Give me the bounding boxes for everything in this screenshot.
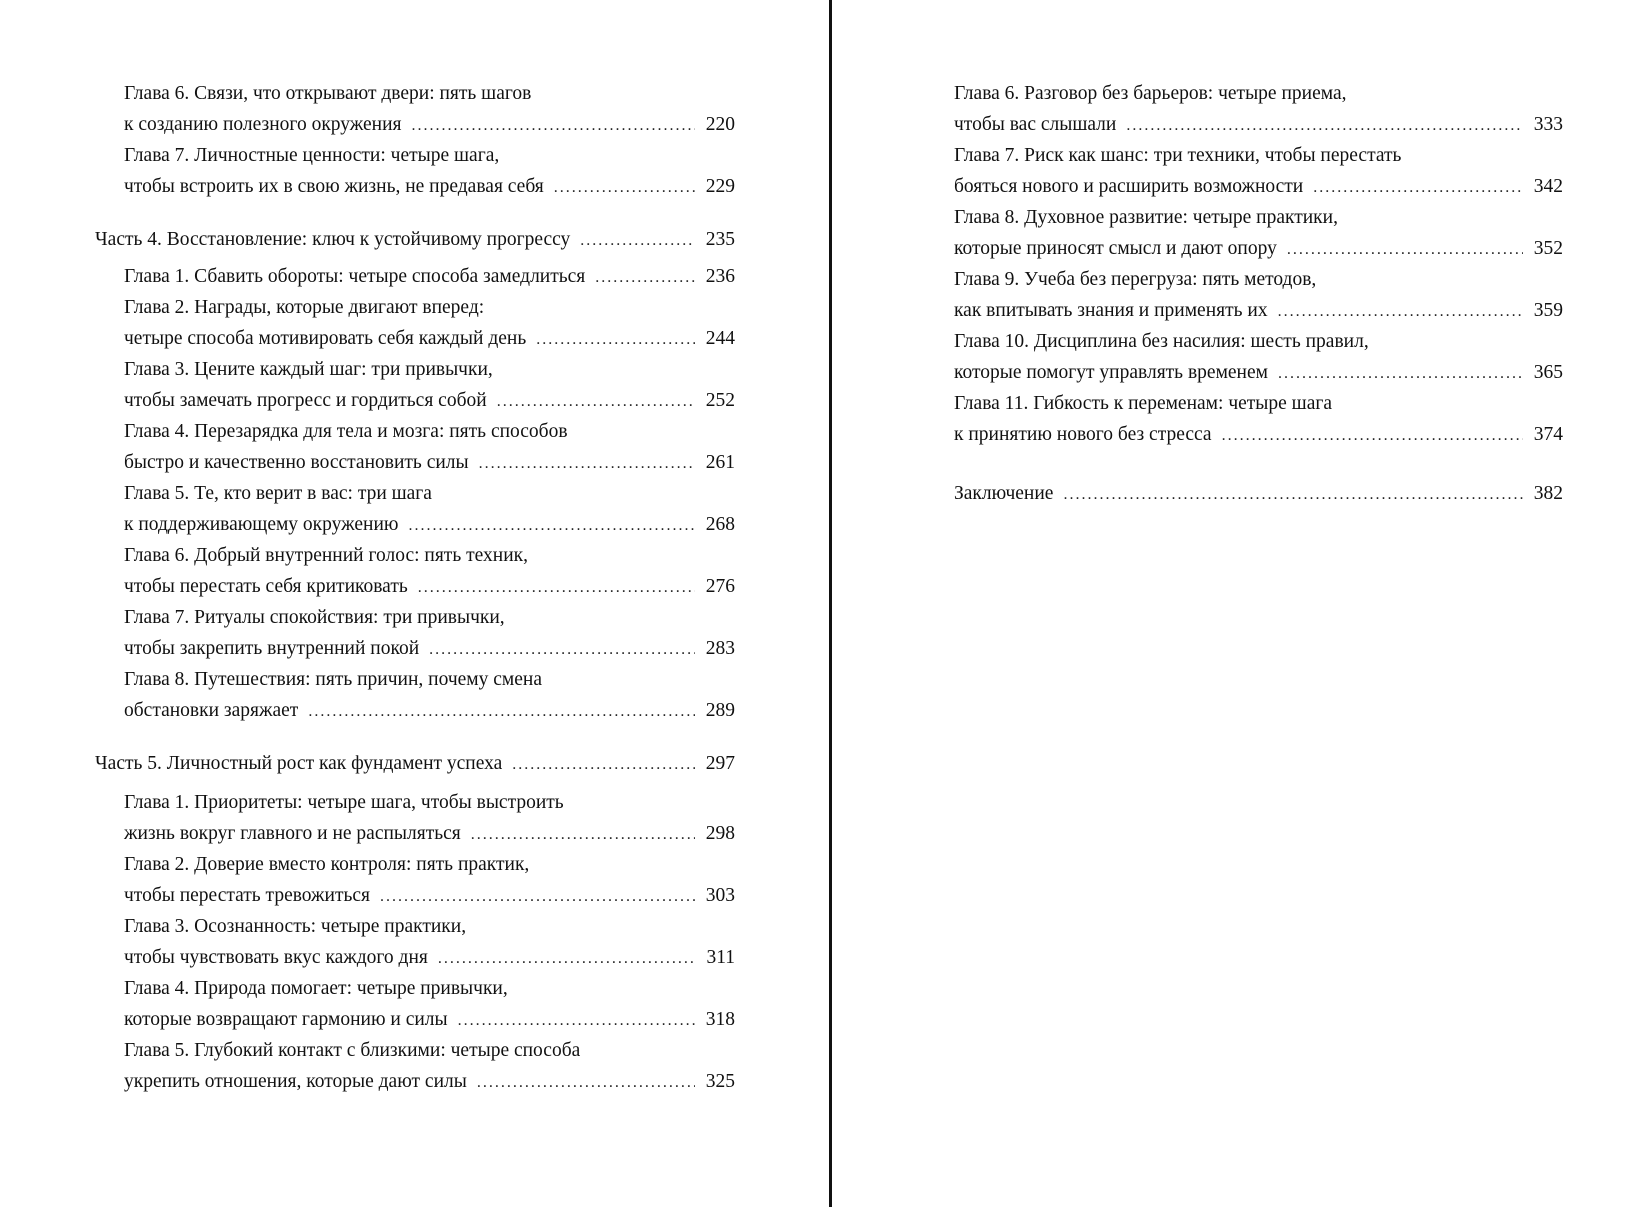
part-title: Часть 5. Личностный рост как фундамент успеха	[95, 753, 503, 774]
toc-entry-title: Глава 7. Личностные ценности: четыре шага,	[124, 145, 500, 166]
dot-leader	[408, 510, 695, 541]
dot-leader	[554, 172, 695, 203]
toc-entry-title-cont: чтобы перестать себя критиковать	[124, 576, 408, 597]
toc-entry[interactable]	[95, 911, 735, 973]
toc-entry-title: Глава 7. Риск как шанс: три техники, чтобы перестать	[954, 145, 1402, 166]
toc-entry-title-cont: быстро и качественно восстановить силы	[124, 452, 469, 473]
dot-leader	[412, 110, 696, 141]
toc-entry-title-cont: к принятию нового без стресса	[954, 424, 1212, 445]
page-number: 252	[705, 390, 735, 411]
toc-entry-title: Глава 4. Перезарядка для тела и мозга: пять способов	[124, 421, 568, 442]
page-number: 382	[1533, 483, 1563, 504]
toc-entry-title: Глава 6. Связи, что открывают двери: пять шагов	[124, 83, 532, 104]
dot-leader	[1278, 296, 1523, 327]
dot-leader	[536, 324, 695, 355]
toc-entry-title-cont: которые помогут управлять временем	[954, 362, 1268, 383]
dot-leader	[479, 448, 695, 479]
toc-entry-title-cont: бояться нового и расширить возможности	[954, 176, 1304, 197]
toc-entry-title-cont: чтобы встроить их в свою жизнь, не предавая себя	[124, 176, 544, 197]
page-number: 220	[705, 114, 735, 135]
toc-entry-title-cont: обстановки заряжает	[124, 700, 299, 721]
page-number: 235	[705, 229, 735, 250]
page-number: 352	[1533, 238, 1563, 259]
toc-entry-title: Глава 1. Приоритеты: четыре шага, чтобы выстроить	[124, 792, 564, 813]
page-number: 359	[1533, 300, 1563, 321]
toc-entry-title: Глава 2. Доверие вместо контроля: пять практик,	[124, 854, 530, 875]
toc-entry[interactable]	[954, 264, 1563, 326]
dot-leader	[477, 1067, 695, 1098]
toc-entry-title: Глава 2. Награды, которые двигают вперед:	[124, 297, 485, 318]
dot-leader	[1126, 110, 1523, 141]
dot-leader	[1313, 172, 1523, 203]
page-number: 283	[705, 638, 735, 659]
toc-left	[95, 78, 735, 1097]
toc-entry-title: Глава 6. Разговор без барьеров: четыре приема,	[954, 83, 1347, 104]
toc-entry[interactable]	[95, 354, 735, 416]
toc-entry-title: Глава 8. Духовное развитие: четыре практики,	[954, 207, 1338, 228]
dot-leader	[418, 572, 695, 603]
toc-entry-title-cont: чтобы вас слышали	[954, 114, 1117, 135]
page-number: 333	[1533, 114, 1563, 135]
page-number: 268	[705, 514, 735, 535]
toc-entry-title: Глава 5. Глубокий контакт с близкими: четыре способа	[124, 1040, 581, 1061]
dot-leader	[438, 943, 695, 974]
toc-entry-title: Глава 5. Те, кто верит в вас: три шага	[124, 483, 432, 504]
page-number: 365	[1533, 362, 1563, 383]
toc-entry-title: Глава 6. Добрый внутренний голос: пять техник,	[124, 545, 528, 566]
page-number: 244	[705, 328, 735, 349]
page-number: 325	[705, 1071, 735, 1092]
toc-right	[954, 78, 1563, 509]
toc-entry[interactable]	[95, 602, 735, 664]
toc-entry-title-cont: укрепить отношения, которые дают силы	[124, 1071, 467, 1092]
toc-entry[interactable]	[95, 664, 735, 726]
page-number: 374	[1533, 424, 1563, 445]
dot-leader	[429, 634, 695, 665]
toc-entry-title: Глава 8. Путешествия: пять причин, почему смена	[124, 669, 543, 690]
dot-leader	[580, 225, 695, 256]
dot-leader	[595, 262, 695, 293]
toc-entry-title: Глава 3. Цените каждый шаг: три привычки,	[124, 359, 493, 380]
toc-entry[interactable]	[95, 140, 735, 202]
toc-entry-title: Глава 9. Учеба без перегруза: пять методов,	[954, 269, 1317, 290]
toc-entry[interactable]	[95, 78, 735, 140]
toc-entry-title: Глава 11. Гибкость к переменам: четыре шага	[954, 393, 1333, 414]
toc-entry[interactable]	[954, 388, 1563, 450]
toc-entry-title-cont: к созданию полезного окружения	[124, 114, 402, 135]
toc-entry[interactable]	[95, 973, 735, 1035]
toc-entry-title-cont: как впитывать знания и применять их	[954, 300, 1268, 321]
dot-leader	[458, 1005, 695, 1036]
toc-entry-title: Глава 4. Природа помогает: четыре привычки,	[124, 978, 508, 999]
toc-entry-title-cont: которые возвращают гармонию и силы	[124, 1009, 448, 1030]
dot-leader	[1063, 479, 1523, 510]
dot-leader	[471, 819, 695, 850]
toc-entry[interactable]	[954, 78, 1563, 140]
toc-entry[interactable]	[95, 849, 735, 911]
dot-leader	[380, 881, 695, 912]
toc-entry[interactable]	[95, 478, 735, 540]
toc-entry[interactable]	[954, 202, 1563, 264]
page-number: 229	[705, 176, 735, 197]
toc-entry[interactable]	[95, 261, 735, 292]
toc-entry[interactable]	[95, 292, 735, 354]
dot-leader	[308, 696, 695, 727]
dot-leader	[1287, 234, 1523, 265]
dot-leader	[1278, 358, 1523, 389]
toc-entry[interactable]	[954, 326, 1563, 388]
toc-entry-title-cont: чтобы чувствовать вкус каждого дня	[124, 947, 428, 968]
page-number: 236	[705, 266, 735, 287]
toc-entry[interactable]	[95, 787, 735, 849]
right-page	[832, 0, 1651, 1207]
toc-entry-title-cont: чтобы замечать прогресс и гордиться собой	[124, 390, 487, 411]
part-title: Часть 4. Восстановление: ключ к устойчивому прогрессу	[95, 229, 571, 250]
toc-entry-title: Глава 3. Осознанность: четыре практики,	[124, 916, 467, 937]
toc-entry-title-cont: чтобы закрепить внутренний покой	[124, 638, 420, 659]
toc-entry[interactable]	[95, 416, 735, 478]
toc-entry[interactable]	[95, 540, 735, 602]
dot-leader	[497, 386, 695, 417]
page-number: 289	[705, 700, 735, 721]
page-number: 318	[705, 1009, 735, 1030]
toc-entry-title: Глава 7. Ритуалы спокойствия: три привычки,	[124, 607, 505, 628]
conclusion-title: Заключение	[954, 483, 1054, 504]
toc-conclusion[interactable]	[954, 478, 1563, 509]
toc-entry[interactable]	[954, 140, 1563, 202]
toc-entry-title: Глава 1. Сбавить обороты: четыре способа замедлиться	[124, 266, 586, 287]
dot-leader	[1222, 420, 1523, 451]
dot-leader	[512, 749, 695, 780]
toc-entry-title-cont: четыре способа мотивировать себя каждый день	[124, 328, 527, 349]
page-number: 303	[705, 885, 735, 906]
page-number: 297	[705, 753, 735, 774]
page-number: 276	[705, 576, 735, 597]
toc-entry-title-cont: жизнь вокруг главного и не распыляться	[124, 823, 461, 844]
toc-entry-title-cont: к поддерживающему окружению	[124, 514, 399, 535]
page-number: 261	[705, 452, 735, 473]
toc-entry-title: Глава 10. Дисциплина без насилия: шесть правил,	[954, 331, 1369, 352]
toc-entry-title-cont: чтобы перестать тревожиться	[124, 885, 371, 906]
toc-part-heading[interactable]	[95, 748, 735, 779]
page-number: 298	[705, 823, 735, 844]
toc-entry-title-cont: которые приносят смысл и дают опору	[954, 238, 1277, 259]
page-number: 311	[706, 947, 735, 968]
toc-entry[interactable]	[95, 1035, 735, 1097]
page-number: 342	[1533, 176, 1563, 197]
toc-part-heading[interactable]	[95, 224, 735, 255]
